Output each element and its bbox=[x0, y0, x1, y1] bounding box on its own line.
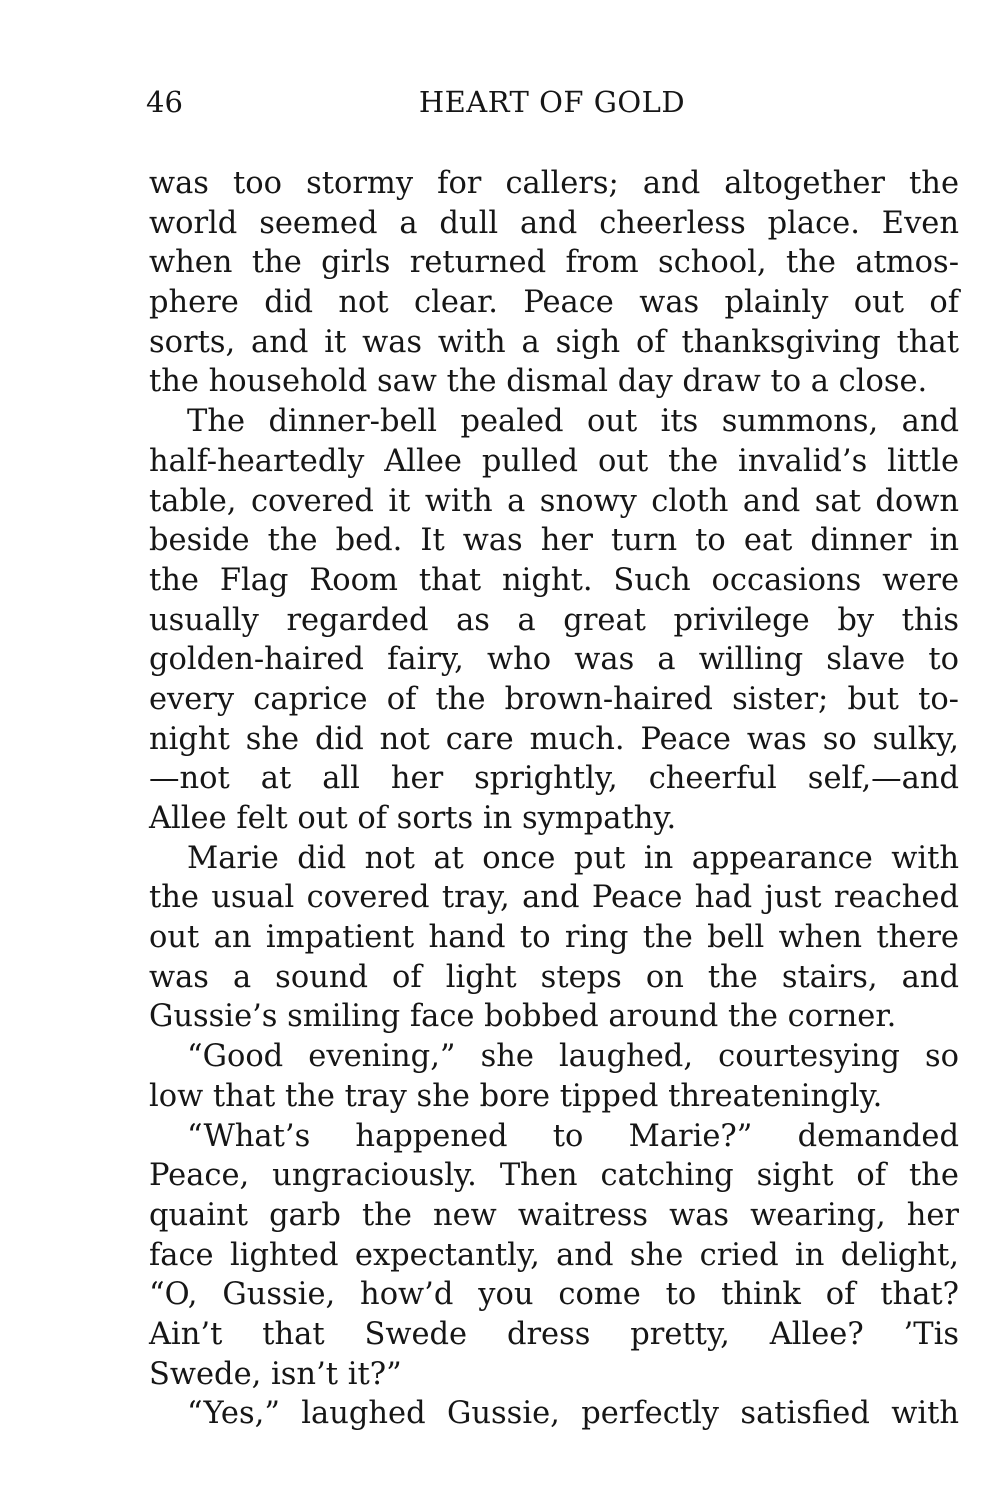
text-line: the Flag Room that night. Such occasions were bbox=[149, 562, 959, 598]
page-number: 46 bbox=[146, 85, 183, 119]
text-line: the usual covered tray, and Peace had just reached bbox=[149, 880, 959, 916]
text-line: “O, Gussie, how’d you come to think of that? bbox=[149, 1277, 959, 1313]
text-line: face lighted expectantly, and she cried in delight, bbox=[149, 1237, 959, 1273]
text-line: world seemed a dull and cheerless place. Even bbox=[149, 205, 959, 241]
running-title: HEART OF GOLD bbox=[418, 85, 686, 119]
text-line: low that the tray she bore tipped threateningly. bbox=[149, 1078, 883, 1114]
text-line: Swede, isn’t it?” bbox=[149, 1356, 402, 1392]
text-line: quaint garb the new waitress was wearing, her bbox=[149, 1197, 959, 1233]
text-line: sorts, and it was with a sigh of thanksgiving that bbox=[149, 324, 959, 360]
text-line: usually regarded as a great privilege by this bbox=[149, 602, 959, 638]
text-line: out an impatient hand to ring the bell when there bbox=[149, 920, 959, 956]
text-line: “Yes,” laughed Gussie, perfectly satisfied with bbox=[187, 1396, 959, 1432]
text-line: was a sound of light steps on the stairs, and bbox=[149, 959, 959, 995]
text-line: “Good evening,” she laughed, courtesying so bbox=[187, 1039, 959, 1075]
text-line: night she did not care much. Peace was so sulky, bbox=[149, 721, 959, 757]
text-line: table, covered it with a snowy cloth and sat down bbox=[149, 483, 959, 519]
page-header bbox=[146, 82, 958, 122]
text-line: Marie did not at once put in appearance with bbox=[187, 840, 959, 876]
text-line: phere did not clear. Peace was plainly out of bbox=[149, 285, 959, 321]
text-line: half-heartedly Allee pulled out the invalid’s little bbox=[149, 443, 959, 479]
text-line: beside the bed. It was her turn to eat dinner in bbox=[149, 523, 959, 559]
text-line: golden-haired fairy, who was a willing slave to bbox=[149, 642, 959, 678]
text-line: the household saw the dismal day draw to a close. bbox=[149, 364, 928, 400]
text-line: “What’s happened to Marie?” demanded bbox=[187, 1118, 959, 1154]
text-line: was too stormy for callers; and altogether the bbox=[149, 166, 959, 201]
text-line: every caprice of the brown-haired sister; but to- bbox=[149, 681, 959, 717]
text-line: Gussie’s smiling face bobbed around the corner. bbox=[149, 999, 897, 1035]
text-line: Allee felt out of sorts in sympathy. bbox=[149, 801, 677, 836]
text-line: Peace, ungraciously. Then catching sight of the bbox=[149, 1158, 959, 1194]
text-line: Ain’t that Swede dress pretty, Allee? ’Tis bbox=[149, 1316, 959, 1352]
text-line: The dinner-bell pealed out its summons, and bbox=[187, 404, 959, 440]
body-text bbox=[149, 164, 959, 1434]
text-line: —not at all her sprightly, cheerful self,—and bbox=[149, 761, 959, 797]
text-line: when the girls returned from school, the atmos- bbox=[149, 245, 959, 281]
